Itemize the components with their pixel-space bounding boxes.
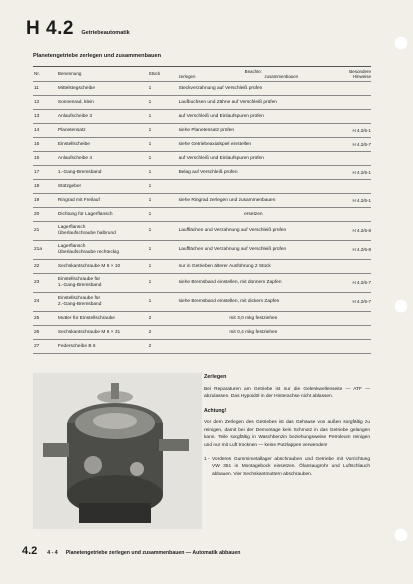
table-row xyxy=(33,241,371,260)
gearbox-photo xyxy=(33,373,202,529)
row-qty: 1 xyxy=(148,197,152,203)
warning-label: Achtung! xyxy=(204,407,227,414)
row-nr: 24 xyxy=(34,299,40,305)
row-name xyxy=(58,225,149,237)
row-nr: 21 xyxy=(34,228,40,234)
row-name-line1: Ringrad mit Freilauf xyxy=(57,197,100,203)
row-note: Laufflächen und Verzahnung auf Verschleiß prüfen xyxy=(178,228,287,234)
row-name xyxy=(58,264,149,270)
paragraph-warning: Vor dem Zerlegen des Getriebes ist das Gehäuse von außen sorgfältig zu reinigen, damit bei der Demontage kein Schmutz in das Getriebe gelangen kann. Teile sorgfältig in Waschbenzin beziehungsweise Petroleum reinigen und nur mit Luft trocknen — keine Putzlappen verwenden! xyxy=(204,420,370,449)
row-name xyxy=(58,198,149,204)
row-qty: 1 xyxy=(148,99,152,105)
table-header-row xyxy=(33,67,371,82)
row-note: Steckverzahnung auf Verschleiß prüfen xyxy=(178,85,263,91)
row-name-line1: Einstellscheibe xyxy=(57,141,90,147)
table-body xyxy=(33,82,371,354)
row-name-line1: Dichtung für Lagerflansch xyxy=(57,211,113,217)
row-nr: 12 xyxy=(34,99,40,105)
paragraph-intro: Bei Reparaturen am Getriebe ist nur die Gelenkwellenseite — ATF — abzulassen. Das Hypoidöl in der Hinterachse nicht ablassen. xyxy=(204,386,370,400)
row-name-line1: Planetensatz xyxy=(57,127,86,133)
header-ref-line1: Besondere xyxy=(349,68,371,74)
section-subtitle: Getriebeautomatik xyxy=(81,30,130,36)
header-ref xyxy=(328,69,371,80)
table-row xyxy=(33,152,371,166)
row-note: mit 0,4 mkg festziehen xyxy=(229,329,278,335)
row-nr: 17 xyxy=(34,169,40,175)
row-qty: 1 xyxy=(148,155,152,161)
row-qty: 1 xyxy=(148,113,152,119)
row-nr: 11 xyxy=(34,85,39,91)
row-nr: 20 xyxy=(34,211,40,217)
row-name xyxy=(58,244,149,256)
row-nr: 16 xyxy=(34,155,40,161)
row-name-line1: Lagerflansch xyxy=(57,225,86,231)
row-name-line1: Anlaufscheibe 4 xyxy=(57,155,93,161)
table-row xyxy=(33,222,371,241)
header-note-right: zusammenbauen xyxy=(264,74,299,79)
row-nr: 21a xyxy=(34,247,43,253)
table-row xyxy=(33,96,371,110)
row-qty: 1 xyxy=(148,211,152,217)
table-row xyxy=(33,180,371,194)
row-nr: 14 xyxy=(34,127,40,133)
footer-page-number: 4.2 xyxy=(22,545,38,557)
row-name-line1: Mutter für Einstellschraube xyxy=(57,315,115,321)
row-ref: H 4.2/6-7 xyxy=(352,141,371,147)
row-nr: 25 xyxy=(34,315,40,321)
step-1 xyxy=(204,456,370,479)
row-note: Laufbuchsen und Zähne auf Verschleiß prüfen xyxy=(178,99,277,105)
row-name-line1: 1.-Gang-Bremsband xyxy=(57,169,102,175)
row-name xyxy=(58,142,149,148)
row-note: siehe Bremsband einstellen, mit dünnem Zapfen xyxy=(178,280,282,286)
row-name-line1: Sonnenrad, klein xyxy=(57,99,94,105)
page-footer xyxy=(22,545,240,557)
row-qty: 2 xyxy=(148,329,152,335)
row-nr: 13 xyxy=(34,113,40,119)
row-note: ersetzen xyxy=(244,211,263,217)
header-name: Benennung xyxy=(57,71,82,77)
row-name xyxy=(58,184,149,190)
row-name xyxy=(58,330,149,336)
parts-table xyxy=(33,66,371,354)
row-qty: 1 xyxy=(148,127,152,133)
page-header xyxy=(26,18,130,40)
row-nr: 27 xyxy=(34,343,40,349)
section-title: Planetengetriebe zerlegen und zusammenbauen xyxy=(33,53,162,59)
row-name xyxy=(58,212,149,218)
row-name-line1: Stützgeber xyxy=(57,183,82,189)
table-row xyxy=(33,260,371,274)
row-ref: H 4.2/6-8 xyxy=(352,247,371,253)
row-note: auf Verschleiß und Einlaufspuren prüfen xyxy=(178,113,264,119)
row-ref: H 4.2/6-1 xyxy=(352,169,371,175)
instructions xyxy=(204,373,370,479)
row-ref: H 4.2/6-7 xyxy=(352,280,371,286)
row-qty: 1 xyxy=(148,85,152,91)
header-qty: Stück xyxy=(148,71,161,77)
row-name-line1: Federscheibe B 6 xyxy=(57,343,96,349)
row-name-line1: Lagerflansch xyxy=(57,244,86,250)
row-name-line1: Anlaufscheibe 3 xyxy=(57,113,93,119)
row-qty: 1 xyxy=(148,280,152,286)
header-note xyxy=(179,69,329,80)
row-ref: H 4.2/6-1 xyxy=(352,197,371,203)
row-nr: 15 xyxy=(34,141,40,147)
gearbox-illustration xyxy=(33,373,202,529)
row-name-line1: Einstellschraube für xyxy=(57,296,101,302)
row-name xyxy=(58,170,149,176)
row-note: mit 3,0 mkg festziehen xyxy=(229,315,278,321)
row-ref: H 4.2/6-7 xyxy=(352,299,371,305)
row-note: siehe Bremsband einstellen, mit dickem Zapfen xyxy=(178,299,280,305)
row-nr: 18 xyxy=(34,183,40,189)
step-1-number: 1 - xyxy=(204,456,210,462)
row-qty: 2 xyxy=(148,315,152,321)
row-note: siehe Ringrad zerlegen und zusammenbauen xyxy=(178,197,276,203)
table-row xyxy=(33,340,371,354)
table-row xyxy=(33,138,371,152)
row-name-line2: 1.-Gang-Bremsband xyxy=(57,283,102,288)
row-qty: 1 xyxy=(148,183,152,189)
footer-ref: 4 - 4 xyxy=(47,550,58,556)
row-note: siehe Planetensatz prüfen xyxy=(178,127,235,133)
row-name xyxy=(58,344,149,350)
row-name-line2: Überlaufschraube halbrund xyxy=(57,231,116,236)
punch-hole xyxy=(394,36,408,50)
row-name xyxy=(58,128,149,134)
row-name-line1: Mittelstegscheibe xyxy=(57,85,95,91)
row-name xyxy=(58,114,149,120)
table-row xyxy=(33,166,371,180)
row-qty: 1 xyxy=(148,247,152,253)
table-row xyxy=(33,326,371,340)
row-name-line1: Einstellschraube für xyxy=(57,277,101,283)
table-row xyxy=(33,312,371,326)
row-name xyxy=(58,316,149,322)
section-code: H 4.2 xyxy=(26,18,74,39)
row-note: nur in Getrieben älterer Ausführung 2 Stück xyxy=(178,263,271,269)
row-ref: H 4.2/6-1 xyxy=(352,127,371,133)
row-qty: 1 xyxy=(148,228,152,234)
header-ref-line2: Hinweise xyxy=(352,74,371,79)
row-ref: H 4.2/6-8 xyxy=(352,228,371,234)
row-name xyxy=(58,296,149,308)
row-note: Laufflächen und Verzahnung auf Verschleiß prüfen xyxy=(178,247,287,253)
row-qty: 1 xyxy=(148,169,152,175)
header-nr: Nr. xyxy=(34,71,40,77)
table-row xyxy=(33,274,371,293)
row-note: Belag auf Verschleiß prüfen xyxy=(178,169,238,175)
table-row xyxy=(33,82,371,96)
row-note: auf Verschleiß und Einlaufspuren prüfen xyxy=(178,155,264,161)
row-name-line1: Sechskantschraube M 6 × 31 xyxy=(57,329,121,335)
row-nr: 23 xyxy=(34,280,40,286)
row-qty: 1 xyxy=(148,263,152,269)
row-nr: 19 xyxy=(34,197,40,203)
row-name-line2: 2.-Gang-Bremsband xyxy=(57,302,102,307)
row-name xyxy=(58,156,149,162)
punch-hole xyxy=(394,528,408,542)
row-qty: 1 xyxy=(148,299,152,305)
table-row xyxy=(33,194,371,208)
row-note: siehe Getriebeaxialspiel einstellen xyxy=(178,141,252,147)
row-qty: 2 xyxy=(148,343,152,349)
row-qty: 1 xyxy=(148,141,152,147)
row-name xyxy=(58,100,149,106)
header-note-left: zerlegen xyxy=(178,74,196,79)
footer-title: Planetengetriebe zerlegen und zusammenbauen — Automatik abbauen xyxy=(65,550,241,556)
row-name-line2: Überlaufschraube rechteckig xyxy=(57,250,119,255)
table-row xyxy=(33,124,371,138)
table-row xyxy=(33,110,371,124)
row-name-line1: Sechskantschraube M 6 × 10 xyxy=(57,263,121,269)
table-row xyxy=(33,293,371,312)
row-nr: 26 xyxy=(34,329,40,335)
row-name xyxy=(58,86,149,92)
instructions-heading: Zerlegen xyxy=(204,374,227,380)
punch-hole xyxy=(394,299,408,313)
step-1-text: Vorderes Gummimetallager abschrauben und Getriebe mit Vorrichtung VW 351 in Montagebock einsetzen. Ölansaugrohr und Luftschlauch abbauen. Vier Sechskantmuttern abschrauben. xyxy=(212,456,370,478)
row-name xyxy=(58,277,149,289)
header-note-top: Beachte: xyxy=(244,68,263,74)
table-row xyxy=(33,208,371,222)
row-nr: 22 xyxy=(34,263,40,269)
